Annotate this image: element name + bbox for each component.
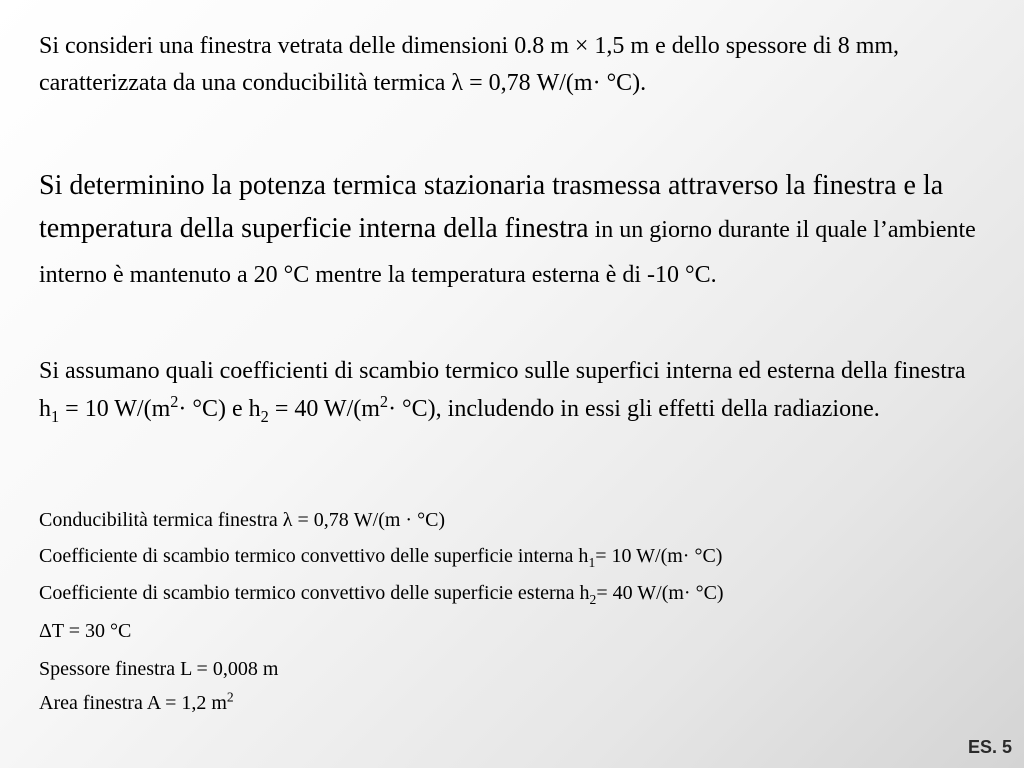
- area-superscript: 2: [226, 689, 234, 705]
- h1-data-subscript: 1: [588, 555, 596, 570]
- h2-value: = 40 W/(m· °C): [596, 582, 724, 604]
- assumptions-text-2: = 10 W/(m: [59, 396, 171, 422]
- thickness-text: Spessore finestra L = 0,008 m: [39, 658, 279, 680]
- data-line-delta-t: [39, 619, 131, 643]
- data-line-conductivity: [39, 508, 445, 532]
- h2-subscript: 2: [260, 406, 269, 426]
- assumptions-paragraph: [39, 352, 989, 428]
- area-text: Area finestra A = 1,2 m: [39, 692, 227, 714]
- problem-statement-paragraph: [39, 28, 989, 102]
- conductivity-text: Conducibilità termica finestra λ = 0,78 W/(m · °C): [39, 509, 446, 531]
- assumptions-text-4: = 40 W/(m: [268, 396, 380, 422]
- delta-t-text: ΔT = 30 °C: [39, 620, 132, 642]
- h2-text: Coefficiente di scambio termico convettivo delle superficie esterna h: [39, 582, 590, 604]
- m2-superscript-1: 2: [170, 392, 179, 411]
- h1-text: Coefficiente di scambio termico convettivo delle superficie interna h: [39, 545, 589, 567]
- data-line-thickness: [39, 657, 278, 681]
- h1-value: = 10 W/(m· °C): [595, 545, 723, 567]
- h1-subscript: 1: [51, 406, 60, 426]
- task-paragraph: [39, 164, 989, 297]
- assumptions-text-1: Si assumano quali coefficienti di scambio termico sulle superfici interna ed esterna della finestra h: [39, 358, 966, 422]
- task-text-small: in un giorno durante il quale l’ambiente interno è mantenuto a 20 °C mentre la temperatura esterna è di -10 °C.: [39, 217, 976, 288]
- task-text-large: Si determinino la potenza termica stazionaria trasmessa attraverso la finestra e la temperatura della superficie interna della finestra: [39, 170, 944, 244]
- data-line-h2: [39, 581, 724, 605]
- h2-data-subscript: 2: [589, 592, 597, 607]
- data-line-area: [39, 691, 234, 715]
- m2-superscript-2: 2: [379, 392, 389, 411]
- slide-number: ES. 5: [967, 737, 1012, 757]
- data-line-h1: [39, 544, 722, 568]
- assumptions-text-5: · °C), includendo in essi gli effetti della radiazione.: [388, 396, 880, 422]
- assumptions-text-3: · °C) e h: [178, 396, 261, 422]
- problem-statement-text: Si consideri una finestra vetrata delle dimensioni 0.8 m × 1,5 m e dello spessore di 8 mm, caratterizzata da una conducibilità termica λ = 0,78 W/(m· °C).: [39, 33, 900, 96]
